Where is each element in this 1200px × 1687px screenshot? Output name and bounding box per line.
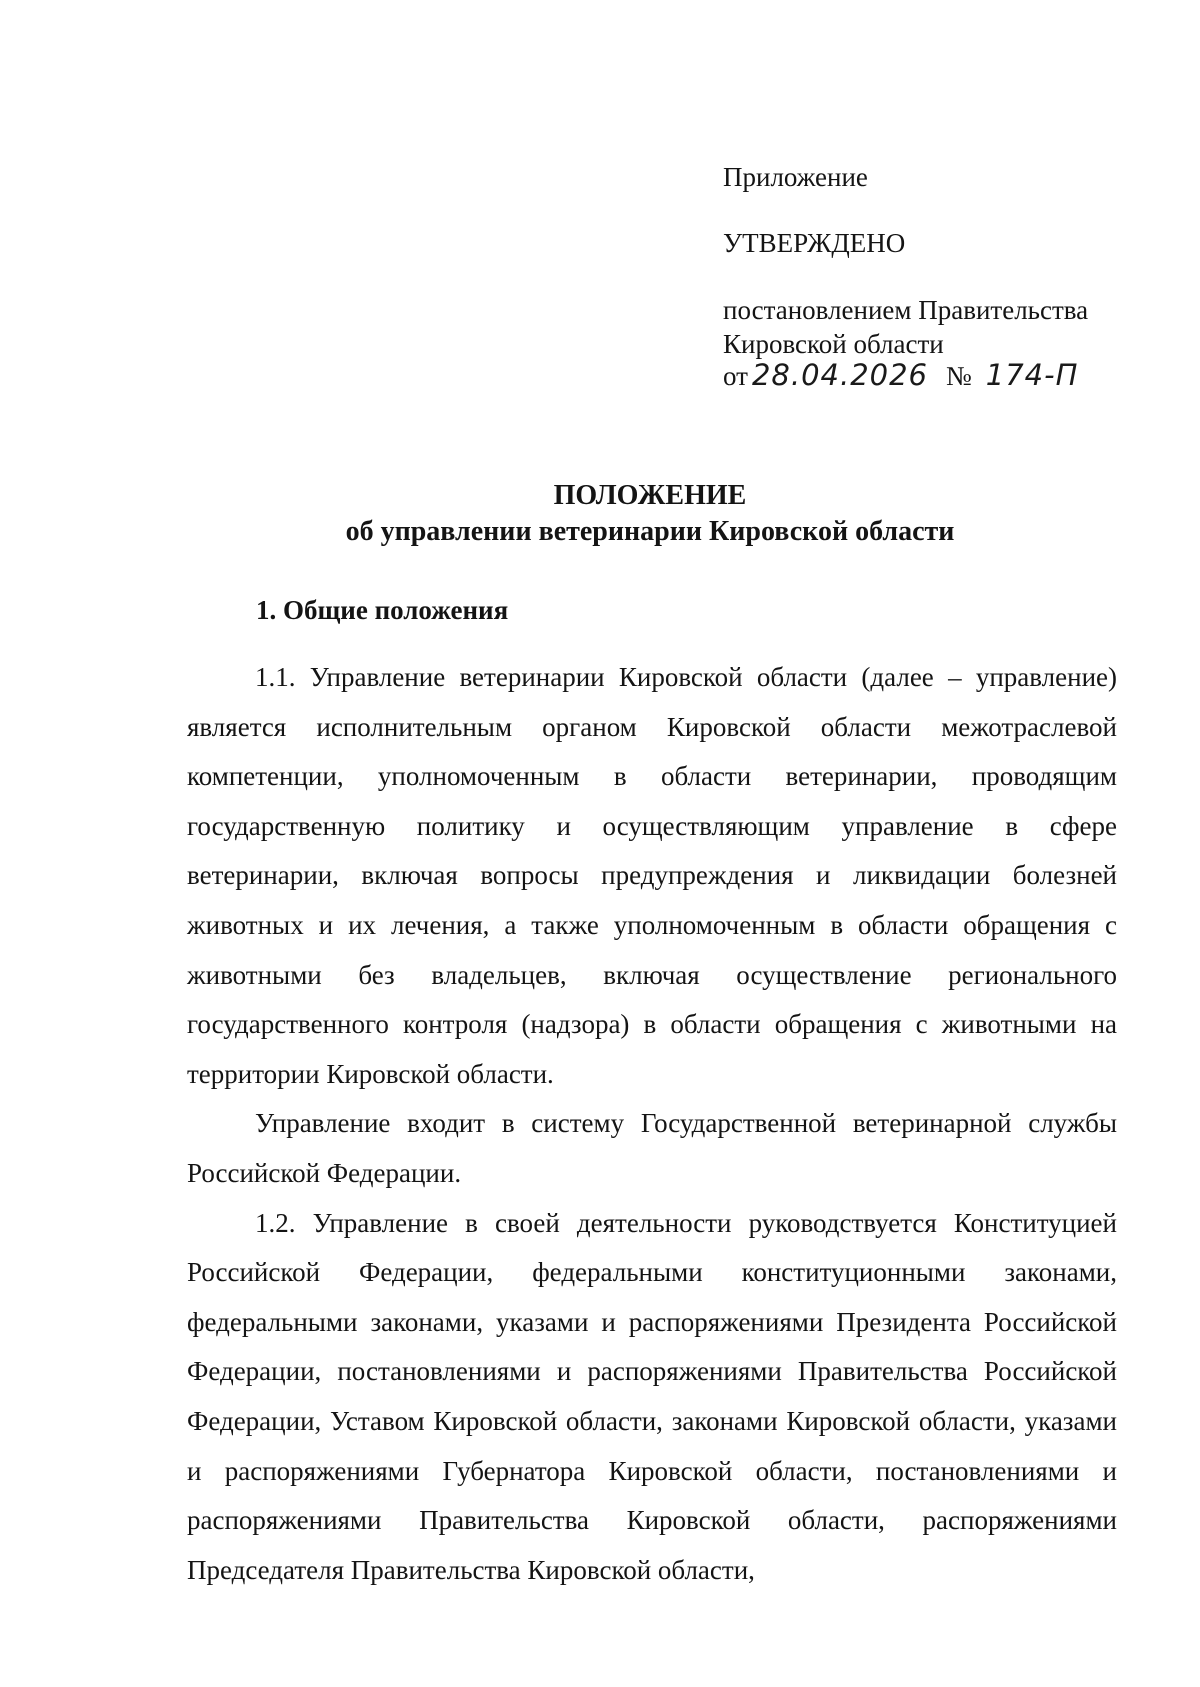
approved-label: УТВЕРЖДЕНО	[723, 228, 906, 258]
resolution-label: постановлением Правительства	[723, 295, 1089, 325]
region-label: Кировской области	[723, 329, 944, 359]
handwritten-number: 174-П	[985, 358, 1079, 392]
document-body	[187, 653, 1117, 1595]
title-line-1: ПОЛОЖЕНИЕ	[553, 480, 747, 511]
date-prefix: от	[723, 361, 748, 391]
paragraph-1-1: 1.1. Управление ветеринарии Кировской области (далее – управление) является исполнительным органом Кировской области межотраслевой компетенции, уполномоченным в области ветеринарии, проводящим государственную политику и осуществляющим управление в сфере ветеринарии, включая вопросы предупреждения и ликвидации болезней животных и их лечения, а также уполномоченным в области обращения с животными без владельцев, включая осуществление регионального государственного контроля (надзора) в области обращения с животными на территории Кировской области.	[187, 662, 1117, 1089]
appendix-label: Приложение	[723, 162, 868, 192]
paragraph-1-2: 1.2. Управление в своей деятельности руководствуется Конституцией Российской Федерации, федеральными конституционными законами, федеральными законами, указами и распоряжениями Президента Российской Федерации, постановлениями и распоряжениями Правительства Российской Федерации, Уставом Кировской области, законами Кировской области, указами и распоряжениями Губернатора Кировской области, постановлениями и распоряжениями Правительства Кировской области, распоряжениями Председателя Правительства Кировской области,	[187, 1207, 1117, 1585]
section-heading: 1. Общие положения	[256, 595, 509, 625]
paragraph-service: Управление входит в систему Государственной ветеринарной службы Российской Федерации.	[187, 1108, 1117, 1188]
number-sign: №	[946, 361, 972, 391]
handwritten-date: 28.04.2026	[751, 358, 928, 392]
document-title	[185, 478, 1115, 550]
approval-date-line	[723, 358, 1078, 393]
title-line-2: об управлении ветеринарии Кировской области	[345, 516, 955, 547]
